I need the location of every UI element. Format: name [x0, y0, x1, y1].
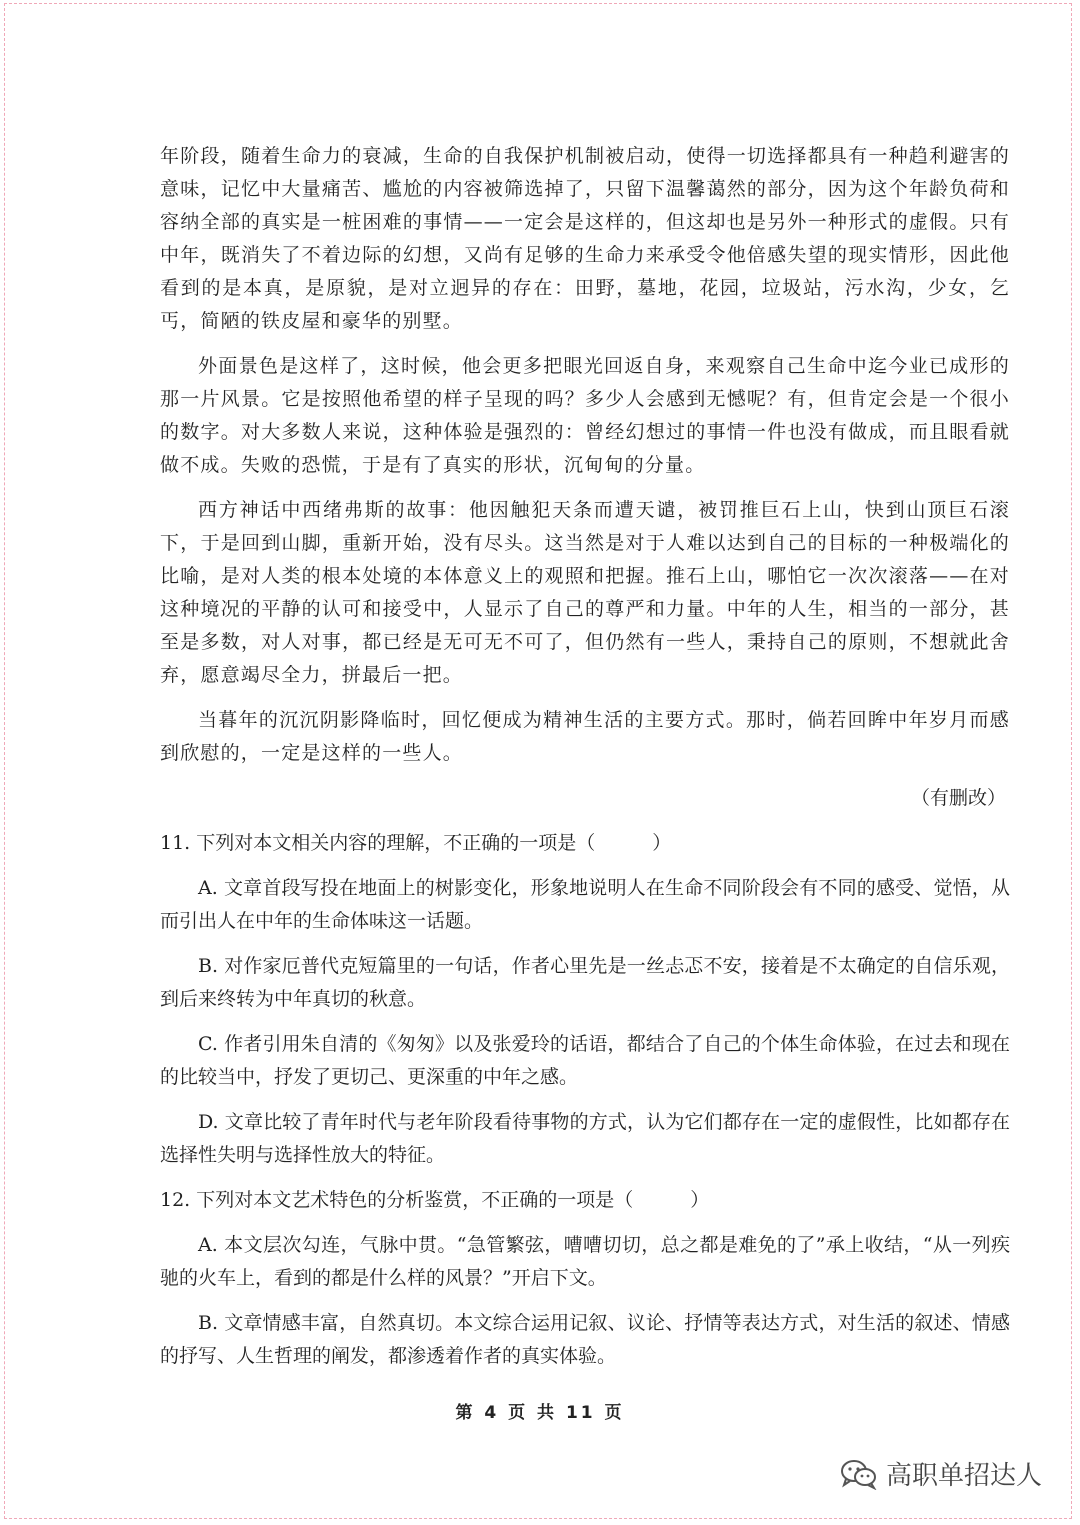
passage-paragraph-3: 西方神话中西绪弗斯的故事：他因触犯天条而遭天谴，被罚推巨石上山，快到山顶巨石滚下，于是回到山脚，重新开始，没有尽头。这当然是对于人难以达到自己的目标的一种极端化的比喻，是对人类的根本处境的本体意义上的观照和把握。推石上山，哪怕它一次次滚落——在对这种境况的平静的认可和接受中，人显示了自己的尊严和力量。中年的人生，相当的一部分，甚至是多数，对人对事，都已经是无可无不可了，但仍然有一些人，秉持自己的原则，不想就此舍弃，愿意竭尽全力，拼最后一把。 — [160, 499, 1010, 686]
page-number: 第 4 页 共 11 页 — [455, 1403, 625, 1423]
question-12-option-a: A. 本文层次勾连，气脉中贯。“急管繁弦，嘈嘈切切，总之都是难免的了”承上收结，“从一列疾驰的火车上，看到的都是什么样的风景？”开启下文。 — [160, 1234, 1010, 1289]
question-11-option-b: B. 对作家厄普代克短篇里的一句话，作者心里先是一丝忐忑不安，接着是不太确定的自信乐观，到后来终转为中年真切的秋意。 — [160, 955, 1010, 1010]
passage-paragraph-1: 年阶段，随着生命力的衰减，生命的自我保护机制被启动，使得一切选择都具有一种趋利避害的意味，记忆中大量痛苦、尴尬的内容被筛选掉了，只留下温馨蔼然的部分，因为这个年龄负荷和容纳全部的真实是一桩困难的事情——一定会是这样的，但这却也是另外一种形式的虚假。只有中年，既消失了不着边际的幻想，又尚有足够的生命力来承受令他倍感失望的现实情形，因此他看到的是本真，是原貌，是对立迥异的存在：田野，墓地，花园，垃圾站，污水沟，少女，乞丐，简陋的铁皮屋和豪华的别墅。 — [160, 145, 1010, 332]
wechat-icon — [840, 1458, 878, 1490]
question-11-option-c: C. 作者引用朱自清的《匆匆》以及张爱玲的话语，都结合了自己的个体生命体验，在过去和现在的比较当中，抒发了更切己、更深重的中年之感。 — [160, 1033, 1010, 1088]
passage-paragraph-4: 当暮年的沉沉阴影降临时，回忆便成为精神生活的主要方式。那时，倘若回眸中年岁月而感到欣慰的，一定是这样的一些人。 — [160, 709, 1010, 764]
watermark — [840, 1455, 1042, 1492]
document-body — [160, 140, 1010, 1385]
question-11-stem: 11. 下列对本文相关内容的理解，不正确的一项是（ ） — [160, 832, 672, 854]
source-note: （有删改） — [910, 787, 1006, 809]
question-11-option-d: D. 文章比较了青年时代与老年阶段看待事物的方式，认为它们都存在一定的虚假性，比如都存在选择性失明与选择性放大的特征。 — [160, 1111, 1010, 1166]
watermark-text: 高职单招达人 — [885, 1461, 1042, 1491]
passage-paragraph-2: 外面景色是这样了，这时候，他会更多把眼光回返自身，来观察自己生命中迄今业已成形的那一片风景。它是按照他希望的样子呈现的吗？多少人会感到无憾呢？有，但肯定会是一个很小的数字。对大多数人来说，这种体验是强烈的：曾经幻想过的事情一件也没有做成，而且眼看就做不成。失败的恐慌，于是有了真实的形状，沉甸甸的分量。 — [160, 355, 1010, 476]
question-11-option-a: A. 文章首段写投在地面上的树影变化，形象地说明人在生命不同阶段会有不同的感受、觉悟，从而引出人在中年的生命体味这一话题。 — [160, 877, 1010, 932]
question-12-stem: 12. 下列对本文艺术特色的分析鉴赏，不正确的一项是（ ） — [160, 1189, 710, 1211]
question-12-option-b: B. 文章情感丰富，自然真切。本文综合运用记叙、议论、抒情等表达方式，对生活的叙述、情感的抒写、人生哲理的阐发，都渗透着作者的真实体验。 — [160, 1312, 1010, 1367]
